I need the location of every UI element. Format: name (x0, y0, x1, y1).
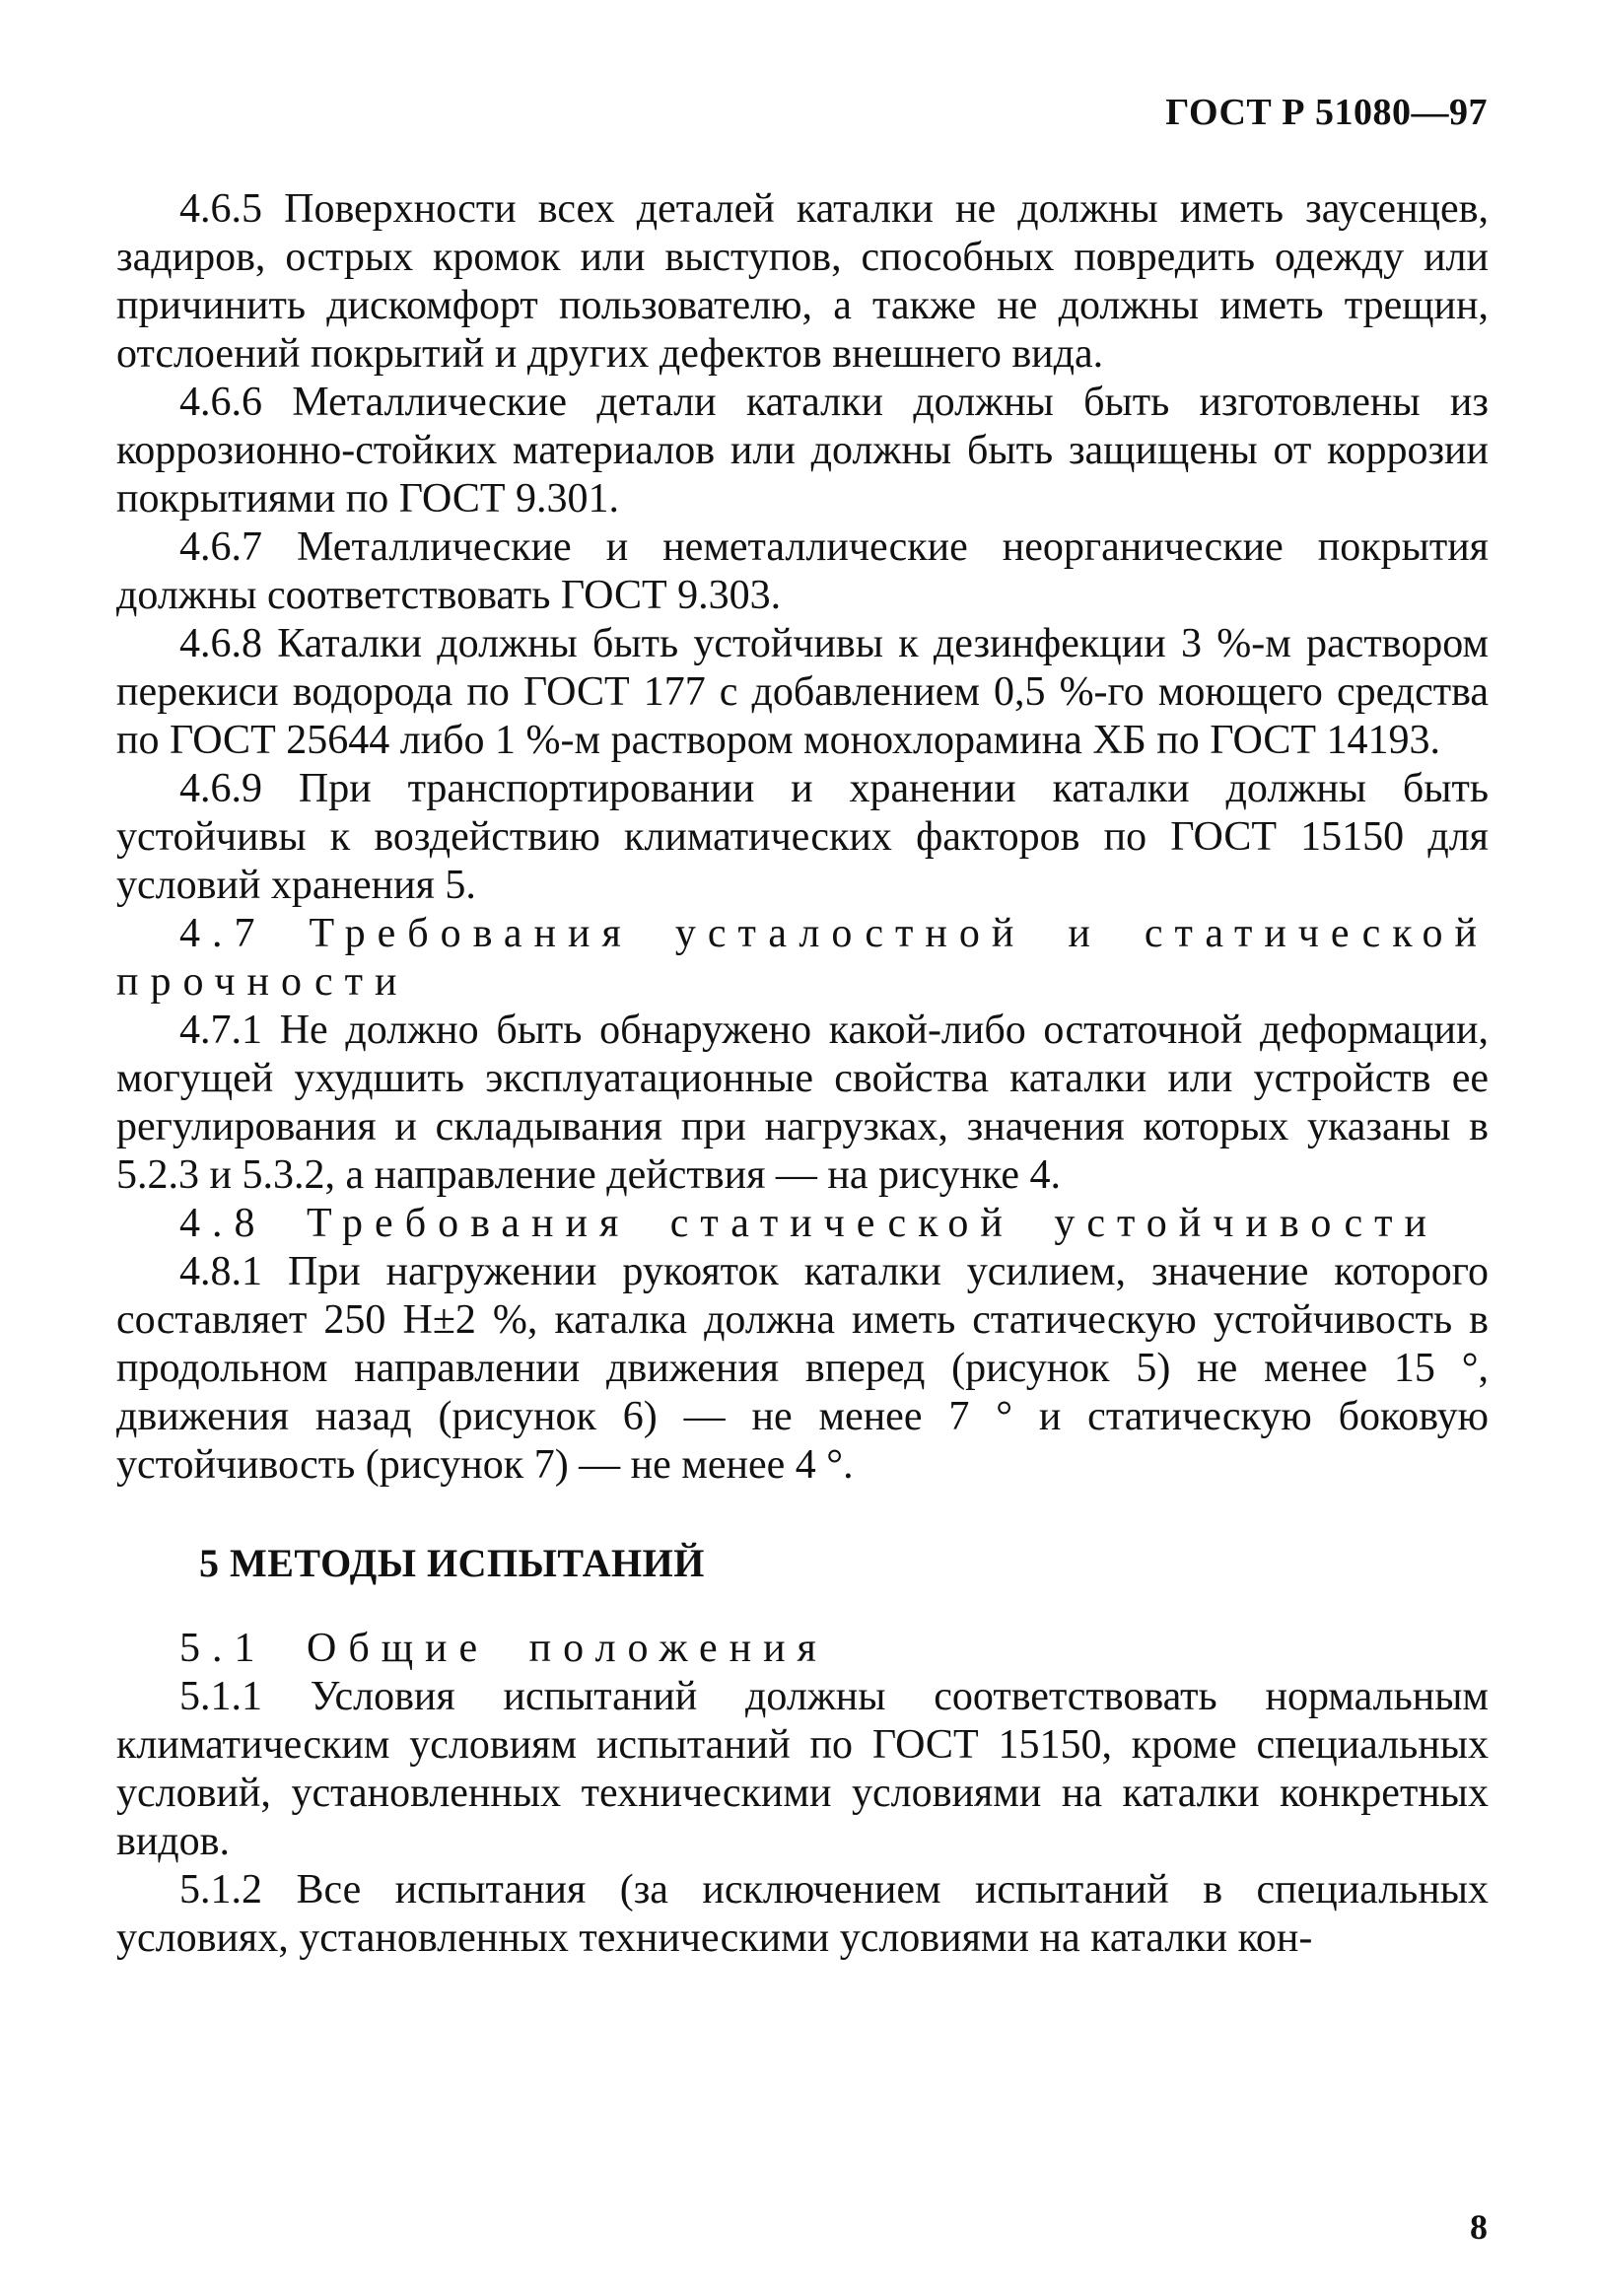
section-title-5: 5 МЕТОДЫ ИСПЫТАНИЙ (199, 1541, 705, 1585)
paragraph-4-6-8: 4.6.8 Каталки должны быть устойчивы к дезинфекции 3 %-м раствором перекиси водорода по ГОСТ 177 с добавлением 0,5 %-го моющего средства по ГОСТ 25644 либо 1 %-м раствором монохлорамина ХБ по ГОСТ 14193. (116, 621, 1489, 763)
paragraph-5-1-2: 5.1.2 Все испытания (за исключением испытаний в специальных условиях, установленных техническими условиями на каталки кон- (116, 1867, 1489, 1961)
subheading-4-7: 4.7 Требования усталостной и статической прочности (116, 911, 1489, 1005)
subheading-5-1: 5.1 Общие положения (179, 1626, 828, 1671)
subheading-4-8: 4.8 Требования статической устойчивости (179, 1201, 1438, 1246)
paragraph-4-6-5: 4.6.5 Поверхности всех деталей каталки не должны иметь заусенцев, задиров, острых кромок или выступов, способных повредить одежду или причинить дискомфорт пользователю, а также не должны иметь трещин, отслоений покрытий и других дефектов внешнего вида. (116, 186, 1489, 377)
document-body (116, 185, 1489, 1963)
page-number: 8 (1470, 2207, 1488, 2247)
running-header: ГОСТ Р 51080—97 (1165, 92, 1488, 133)
paragraph-5-1-1: 5.1.1 Условия испытаний должны соответствовать нормальным климатическим условиям испытаний по ГОСТ 15150, кроме специальных условий, установленных техническими условиями на каталки конкретных видов. (116, 1674, 1489, 1864)
paragraph-4-8-1: 4.8.1 При нагружении рукояток каталки усилием, значение которого составляет 250 Н±2 %, каталка должна иметь статическую устойчивость в продольном направлении движения вперед (рисунок 5) не менее 15 °, движения назад (рисунок 6) — не менее 7 ° и статическую боковую устойчивость (рисунок 7) — не менее 4 °. (116, 1249, 1489, 1488)
paragraph-4-6-9: 4.6.9 При транспортировании и хранении каталки должны быть устойчивы к воздействию климатических факторов по ГОСТ 15150 для условий хранения 5. (116, 766, 1489, 908)
paragraph-4-6-7: 4.6.7 Металлические и неметаллические неорганические покрытия должны соответствовать ГОСТ 9.303. (116, 524, 1489, 618)
paragraph-4-7-1: 4.7.1 Не должно быть обнаружено какой-либо остаточной деформации, могущей ухудшить эксплуатационные свойства каталки или устройств ее регулирования и складывания при нагрузках, значения которых указаны в 5.2.3 и 5.3.2, а направление действия — на рисунке 4. (116, 1008, 1489, 1198)
paragraph-4-6-6: 4.6.6 Металлические детали каталки должны быть изготовлены из коррозионно-стойких материалов или должны быть защищены от коррозии покрытиями по ГОСТ 9.301. (116, 380, 1489, 522)
